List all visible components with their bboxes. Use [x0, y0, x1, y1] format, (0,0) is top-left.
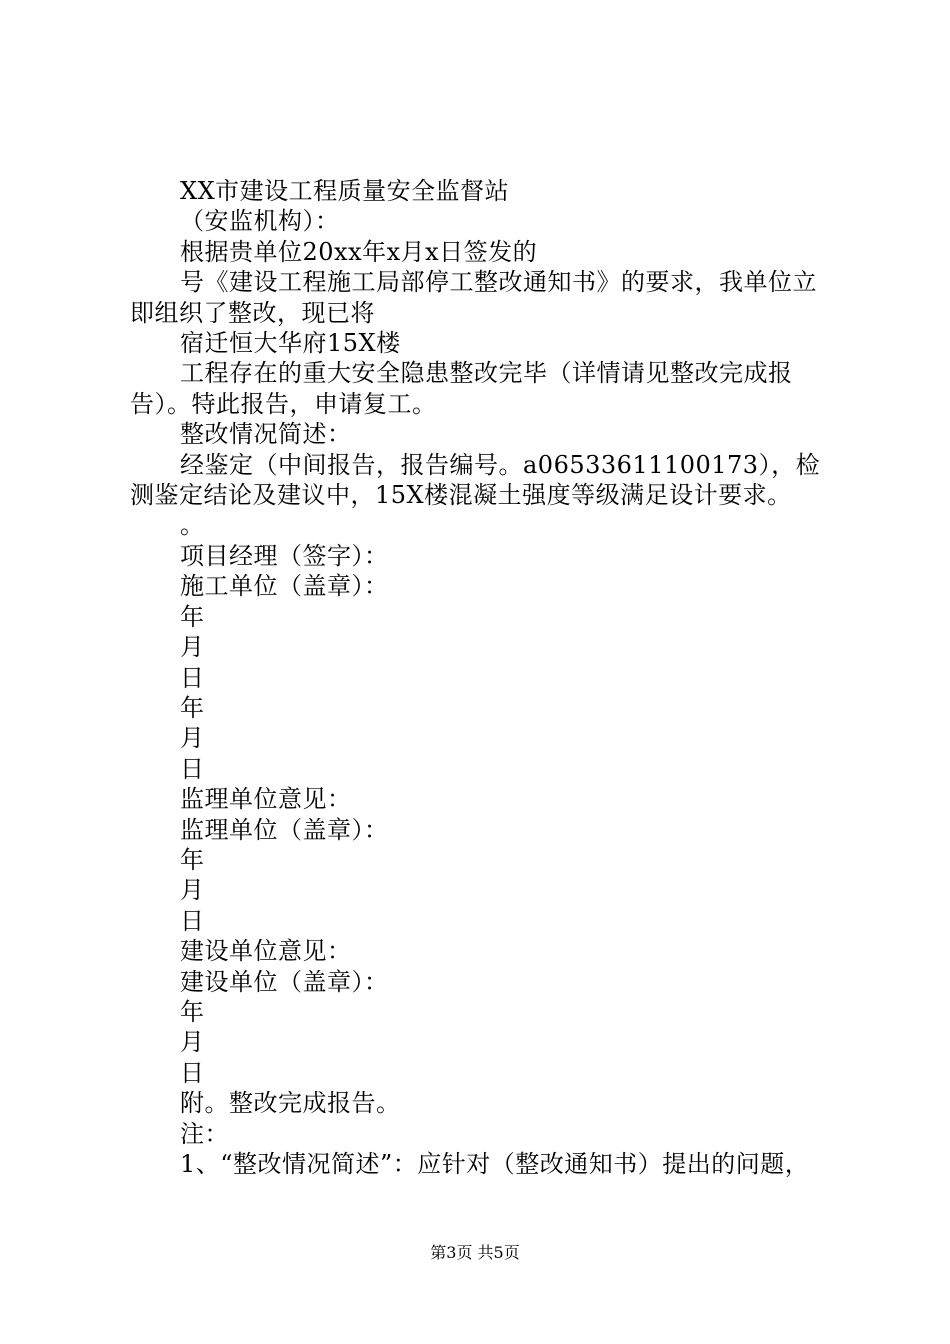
- date-day: 日: [180, 906, 205, 935]
- note-heading: 注：: [180, 1119, 229, 1148]
- attachment-line: 附。整改完成报告。: [180, 1089, 401, 1118]
- date-year: 年: [180, 997, 205, 1026]
- seal-line: 建设单位（盖章）：: [180, 967, 389, 996]
- date-day: 日: [180, 754, 205, 783]
- date-day: 日: [180, 663, 205, 692]
- project-name: 宿迁恒大华府15X楼: [180, 329, 401, 358]
- note-item: 1、“整改情况简述”：应针对（整改通知书）提出的问题，: [180, 1150, 810, 1178]
- body-paragraph: 工程存在的重大安全隐患整改完毕（详情请见整改完成报告）。特此报告，申请复工。: [130, 359, 793, 418]
- body-paragraph: 经鉴定（中间报告，报告编号。a06533611100173），检测鉴定结论及建议中，15X楼混凝土强度等级满足设计要求。: [130, 450, 821, 510]
- recipient-subtitle: （安监机构）：: [180, 207, 340, 236]
- date-month: 月: [180, 633, 205, 662]
- body-paragraph: 根据贵单位20xx年x月x日签发的: [180, 237, 538, 266]
- signature-line: 项目经理（签字）：: [180, 541, 389, 570]
- body-paragraph: 。: [180, 511, 205, 540]
- body-paragraph: 号《建设工程施工局部停工整改通知书》的要求，我单位立即组织了整改，现已将: [130, 268, 817, 327]
- date-year: 年: [180, 845, 205, 874]
- date-day: 日: [180, 1058, 205, 1087]
- section-heading: 监理单位意见：: [180, 785, 352, 814]
- date-month: 月: [180, 724, 205, 753]
- page-footer: 第3页 共5页: [430, 1243, 520, 1262]
- date-month: 月: [180, 876, 205, 905]
- recipient-line: XX市建设工程质量安全监督站: [180, 177, 510, 205]
- date-year: 年: [180, 693, 205, 722]
- date-year: 年: [180, 602, 205, 631]
- date-month: 月: [180, 1028, 205, 1057]
- section-heading: 整改情况简述：: [180, 420, 352, 449]
- document-body: [130, 176, 840, 1179]
- section-heading: 建设单位意见：: [180, 937, 352, 966]
- seal-line: 监理单位（盖章）：: [180, 815, 389, 844]
- seal-line: 施工单位（盖章）：: [180, 572, 389, 601]
